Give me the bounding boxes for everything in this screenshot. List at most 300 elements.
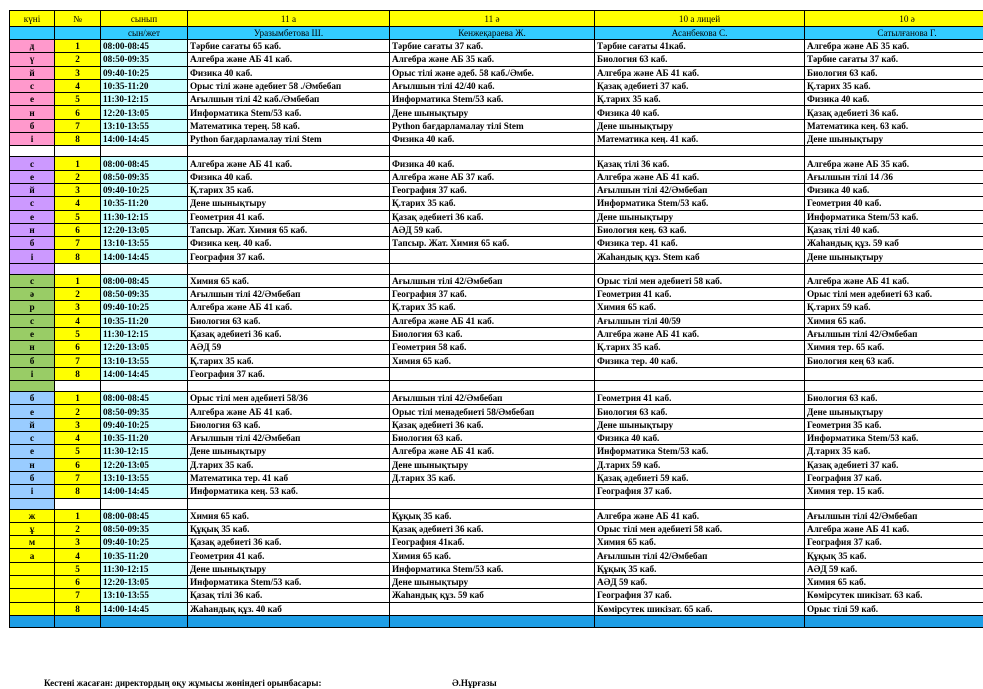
lesson-cell: Қазақ әдебиеті 36 каб. [805,106,983,119]
lesson-cell: Дене шынықтыру [188,445,390,458]
day-letter: й [10,66,55,79]
lesson-cell: Алгебра және АБ 41 каб. [595,509,805,522]
day-letter: ұ [10,522,55,535]
lesson-cell: Python бағдарламалау тілі Stem [188,133,390,146]
lesson-cell: Орыс тілі және әдебиет 58 ./Әмбебап [188,79,390,92]
day-letter: с [10,274,55,287]
day-letter: б [10,471,55,484]
lesson-cell: Көмірсутек шикізат. 65 каб. [595,602,805,615]
lesson-cell: Орыс тілі мен әдебиеті 58 каб. [595,274,805,287]
lesson-row [10,458,983,471]
day-letter: е [10,327,55,340]
lesson-row [10,133,983,146]
lesson-cell: Дене шынықтыру [805,133,983,146]
lesson-cell: Қазақ әдебиеті 36 каб. [390,210,595,223]
day-letter [10,602,55,615]
lesson-cell: Қ.тарих 35 каб. [595,341,805,354]
day-letter: н [10,223,55,236]
col-class-header: сынып [101,11,188,27]
lesson-cell: География 37 каб. [595,589,805,602]
lesson-cell: Дене шынықтыру [390,575,595,588]
col-11ae-header: 11 ә [390,11,595,27]
lesson-cell: Физика 40 каб. [805,93,983,106]
lesson-cell: АӘД 59 каб. [595,575,805,588]
lesson-row [10,509,983,522]
lesson-number: 5 [55,210,101,223]
lesson-cell: Ағылшын тілі 42/Әмбебап [390,274,595,287]
lesson-time: 11:30-12:15 [101,210,188,223]
lesson-number: 7 [55,237,101,250]
footer-bar [10,615,983,627]
lesson-row [10,471,983,484]
lesson-cell: Химия 65 каб. [595,301,805,314]
lesson-time: 09:40-10:25 [101,418,188,431]
day-letter: б [10,119,55,132]
lesson-number: 4 [55,314,101,327]
lesson-time: 13:10-13:55 [101,589,188,602]
lesson-cell: Биология 63 каб. [805,66,983,79]
lesson-cell: География 37 каб. [188,250,390,263]
lesson-row [10,575,983,588]
lesson-cell: Дене шынықтыру [390,106,595,119]
lesson-time: 14:00-14:45 [101,602,188,615]
signature-line [44,678,497,688]
lesson-row [10,392,983,405]
lesson-row [10,157,983,170]
col-10ae-header: 10 ә [805,11,983,27]
lesson-time: 08:50-09:35 [101,405,188,418]
lesson-cell: Информатика Stem/53 каб. [595,445,805,458]
day-letter: б [10,392,55,405]
lesson-cell: Дене шынықтыру [595,210,805,223]
lesson-number: 8 [55,602,101,615]
lesson-cell: Алгебра және АБ 35 каб. [805,40,983,53]
lesson-cell: Математика тер. 41 каб [188,471,390,484]
lesson-cell: Химия 65 каб. [805,314,983,327]
lesson-time: 08:00-08:45 [101,157,188,170]
lesson-cell: Химия тер. 15 каб. [805,485,983,498]
lesson-cell: Қ.тарих 35 каб. [188,354,390,367]
lesson-row [10,314,983,327]
lesson-row [10,197,983,210]
lesson-cell: Қазақ әдебиеті 37 каб. [595,79,805,92]
day-separator [10,498,983,509]
lesson-cell: Алгебра және АБ 41 каб. [595,66,805,79]
day-letter: і [10,485,55,498]
lesson-cell: Алгебра және АБ 41 каб. [390,314,595,327]
day-letter: е [10,445,55,458]
lesson-cell: Ағылшын тілі 14 /36 [805,170,983,183]
lesson-cell: Информатика Stem/53 каб. [390,93,595,106]
lesson-row [10,53,983,66]
lesson-cell: Қ.тарих 35 каб. [595,93,805,106]
lesson-number: 3 [55,183,101,196]
lesson-row [10,210,983,223]
lesson-time: 09:40-10:25 [101,301,188,314]
day-letter: і [10,367,55,380]
lesson-cell: Орыс тілі 59 каб. [805,602,983,615]
lesson-time: 13:10-13:55 [101,471,188,484]
lesson-number: 2 [55,522,101,535]
lesson-row [10,40,983,53]
lesson-cell: Математика кең. 63 каб. [805,119,983,132]
lesson-cell: Құқық 35 каб. [390,509,595,522]
day-letter: б [10,237,55,250]
lesson-row [10,93,983,106]
lesson-cell: Алгебра және АБ 41 каб. [805,522,983,535]
lesson-cell: Көмірсутек шикізат. 63 каб. [805,589,983,602]
lesson-row [10,367,983,380]
lesson-cell: Дене шынықтыру [595,418,805,431]
lesson-cell: Биология кең. 63 каб. [595,223,805,236]
lesson-cell: Ағылшын тілі 40/59 [595,314,805,327]
lesson-cell: Ағылшын тілі 42/Әмбебап [805,509,983,522]
lesson-row [10,589,983,602]
lesson-cell: Геометрия 40 каб. [805,197,983,210]
lesson-number: 7 [55,119,101,132]
lesson-time: 12:20-13:05 [101,106,188,119]
lesson-cell: Тәрбие сағаты 65 каб. [188,40,390,53]
lesson-cell: Информатика Stem/53 каб. [595,197,805,210]
lesson-number: 2 [55,405,101,418]
lesson-row [10,354,983,367]
lesson-row [10,301,983,314]
lesson-cell: Химия 65 каб. [188,274,390,287]
lesson-cell: Алгебра және АБ 41 каб. [805,274,983,287]
day-letter: с [10,157,55,170]
lesson-number: 6 [55,223,101,236]
lesson-cell: Жаһандық құз. Stem каб [595,250,805,263]
lesson-cell: Физика кең. 40 каб. [188,237,390,250]
lesson-number: 5 [55,93,101,106]
lesson-cell: Физика 40 каб. [390,133,595,146]
day-letter: н [10,106,55,119]
lesson-time: 14:00-14:45 [101,133,188,146]
lesson-cell: Қазақ әдебиеті 59 каб. [595,471,805,484]
lesson-number: 4 [55,549,101,562]
lesson-row [10,536,983,549]
lesson-row [10,562,983,575]
day-letter: ж [10,509,55,522]
lesson-cell: Құқық 35 каб. [595,562,805,575]
lesson-cell: Геометрия 41 каб. [595,288,805,301]
col-10a-header: 10 а лицей [595,11,805,27]
lesson-time: 10:35-11:20 [101,314,188,327]
lesson-cell: Қазақ әдебиеті 36 каб. [390,522,595,535]
lesson-time: 12:20-13:05 [101,341,188,354]
lesson-cell: Дене шынықтыру [188,197,390,210]
lesson-cell: Тәрбие сағаты 37 каб. [390,40,595,53]
lesson-cell [595,367,805,380]
lesson-time: 10:35-11:20 [101,549,188,562]
lesson-cell: Физика 40 каб. [805,183,983,196]
lesson-cell: Ағылшын тілі 42/Әмбебап [595,183,805,196]
lesson-cell: Алгебра және АБ 41 каб. [188,53,390,66]
lesson-cell: Тапсыр. Жат. Химия 65 каб. [390,237,595,250]
lesson-time: 11:30-12:15 [101,93,188,106]
lesson-cell: Химия тер. 65 каб. [805,341,983,354]
lesson-cell: Химия 65 каб. [390,354,595,367]
lesson-number: 6 [55,106,101,119]
lesson-cell: Д.тарих 35 каб. [188,458,390,471]
day-letter: й [10,418,55,431]
day-letter: с [10,197,55,210]
lesson-cell: Жаһандық құз. 59 каб [805,237,983,250]
lesson-row [10,418,983,431]
lesson-row [10,119,983,132]
lesson-cell: Биология 63 каб. [188,314,390,327]
day-letter [10,575,55,588]
lesson-cell: Информатика Stem/53 каб. [188,106,390,119]
lesson-time: 08:00-08:45 [101,509,188,522]
lesson-number: 3 [55,301,101,314]
lesson-cell: Химия 65 каб. [188,509,390,522]
lesson-cell: Информатика Stem/53 каб. [390,562,595,575]
lesson-number: 1 [55,157,101,170]
lesson-cell: Биология 63 каб. [188,418,390,431]
lesson-cell: Жаһандық құз. 59 каб [390,589,595,602]
day-letter: д [10,40,55,53]
lesson-cell: Физика 40 каб. [595,432,805,445]
lesson-cell: Геометрия 41 каб. [188,210,390,223]
lesson-cell: Физика тер. 41 каб. [595,237,805,250]
day-letter: с [10,432,55,445]
lesson-row [10,445,983,458]
lesson-cell: Физика 40 каб. [595,106,805,119]
lesson-number: 6 [55,341,101,354]
lesson-cell: Қазақ әдебиеті 36 каб. [188,536,390,549]
day-separator [10,146,983,157]
day-letter: м [10,536,55,549]
lesson-number: 6 [55,458,101,471]
lesson-row [10,288,983,301]
signer-name: Ә.Нұрғазы [452,678,497,688]
day-letter: с [10,314,55,327]
lesson-cell: Жаһандық құз. 40 каб [188,602,390,615]
lesson-cell: Ағылшын тілі 42/Әмбебап [390,392,595,405]
lesson-row [10,341,983,354]
lesson-cell: Қазақ әдебиеті 36 каб. [188,327,390,340]
day-letter: е [10,170,55,183]
lesson-number: 2 [55,288,101,301]
lesson-cell: Информатика кең. 53 каб. [188,485,390,498]
lesson-cell: Биология 63 каб. [390,432,595,445]
lesson-cell: Алгебра және АБ 41 каб. [188,301,390,314]
lesson-row [10,274,983,287]
day-letter [10,589,55,602]
header-row [10,11,983,27]
lesson-cell: АӘД 59 каб. [390,223,595,236]
lesson-row [10,432,983,445]
lesson-number: 5 [55,327,101,340]
lesson-time: 14:00-14:45 [101,250,188,263]
lesson-cell: Алгебра және АБ 41 каб. [188,157,390,170]
lesson-cell: Математика кең. 41 каб. [595,133,805,146]
lesson-cell: Информатика Stem/53 каб. [805,210,983,223]
lesson-number: 8 [55,250,101,263]
lesson-number: 4 [55,432,101,445]
lesson-cell: Python бағдарламалау тілі Stem [390,119,595,132]
lesson-time: 08:00-08:45 [101,40,188,53]
day-letter: р [10,301,55,314]
lesson-cell: Геометрия 35 каб. [805,418,983,431]
blank-cell [10,27,55,40]
lesson-number: 1 [55,274,101,287]
lesson-cell: Құқық 35 каб. [188,522,390,535]
day-letter: е [10,405,55,418]
blank-cell [55,27,101,40]
lesson-time: 09:40-10:25 [101,66,188,79]
col-num-header: № [55,11,101,27]
lesson-time: 14:00-14:45 [101,367,188,380]
lesson-number: 8 [55,367,101,380]
lesson-time: 08:00-08:45 [101,274,188,287]
lesson-cell: Химия 65 каб. [595,536,805,549]
lesson-time: 12:20-13:05 [101,223,188,236]
lesson-cell: География 37 каб. [805,471,983,484]
lesson-row [10,250,983,263]
lesson-cell: География 37 каб. [390,183,595,196]
lesson-number: 3 [55,66,101,79]
lesson-row [10,602,983,615]
day-separator [10,263,983,274]
lesson-cell [390,250,595,263]
lesson-cell: Дене шынықтыру [390,458,595,471]
lesson-number: 3 [55,536,101,549]
lesson-cell: Орыс тілі мен әдебиеті 63 каб. [805,288,983,301]
lesson-cell: Алгебра және АБ 35 каб. [805,157,983,170]
day-letter: е [10,210,55,223]
lesson-number: 3 [55,418,101,431]
lesson-cell: Қ.тарих 35 каб. [390,301,595,314]
lesson-time: 12:20-13:05 [101,458,188,471]
class-sub-header: сын/жет [101,27,188,40]
lesson-cell [390,485,595,498]
lesson-row [10,237,983,250]
lesson-row [10,327,983,340]
lesson-time: 13:10-13:55 [101,119,188,132]
lesson-time: 08:50-09:35 [101,53,188,66]
lesson-cell: Химия 65 каб. [805,575,983,588]
teacher-11a: Уразымбетова Ш. [188,27,390,40]
lesson-cell: Дене шынықтыру [805,250,983,263]
lesson-cell: Қазақ тілі 36 каб. [188,589,390,602]
day-letter: б [10,354,55,367]
lesson-row [10,549,983,562]
lesson-cell: Д.тарих 59 каб. [595,458,805,471]
lesson-row [10,170,983,183]
schedule-table [9,10,983,628]
lesson-cell: Қазақ әдебиеті 36 каб. [390,418,595,431]
lesson-cell: Қазақ тілі 40 каб. [805,223,983,236]
lesson-number: 2 [55,170,101,183]
day-letter: н [10,341,55,354]
lesson-cell: Орыс тілі мен әдебиеті 58/36 [188,392,390,405]
lesson-cell: Қ.тарих 35 каб. [390,197,595,210]
made-by-label: Кестені жасаған: директордың оқу жұмысы жөніндегі орынбасары: [44,678,322,688]
lesson-time: 09:40-10:25 [101,183,188,196]
lesson-number: 1 [55,509,101,522]
day-letter: і [10,250,55,263]
lesson-cell: Математика терең. 58 каб. [188,119,390,132]
lesson-cell: АӘД 59 [188,341,390,354]
lesson-time: 12:20-13:05 [101,575,188,588]
lesson-cell: Қ.тарих 35 каб. [805,79,983,92]
lesson-cell: Ағылшын тілі 42/Әмбебап [595,549,805,562]
lesson-cell: Алгебра және АБ 41 каб. [595,170,805,183]
lesson-time: 10:35-11:20 [101,432,188,445]
lesson-time: 08:50-09:35 [101,522,188,535]
lesson-cell: Қазақ әдебиеті 37 каб. [805,458,983,471]
lesson-cell: Дене шынықтыру [595,119,805,132]
lesson-cell: Физика 40 каб. [390,157,595,170]
lesson-cell: Ағылшын тілі 42/Әмбебап [188,432,390,445]
lesson-cell: Құқық 35 каб. [805,549,983,562]
lesson-cell: Д.тарих 35 каб. [390,471,595,484]
lesson-cell [390,602,595,615]
lesson-row [10,79,983,92]
lesson-cell: Дене шынықтыру [188,562,390,575]
lesson-cell: Химия 65 каб. [390,549,595,562]
lesson-number: 8 [55,485,101,498]
lesson-row [10,106,983,119]
lesson-cell: Орыс тілі және әдеб. 58 каб./Әмбе. [390,66,595,79]
lesson-time: 13:10-13:55 [101,237,188,250]
lesson-number: 1 [55,392,101,405]
lesson-time: 13:10-13:55 [101,354,188,367]
lesson-cell: Д.тарих 35 каб. [805,445,983,458]
lesson-cell: География 37 каб. [805,536,983,549]
lesson-cell: Биология 63 каб. [595,405,805,418]
lesson-row [10,405,983,418]
day-letter: й [10,183,55,196]
day-letter: а [10,549,55,562]
lesson-row [10,66,983,79]
lesson-time: 11:30-12:15 [101,327,188,340]
lesson-row [10,183,983,196]
lesson-row [10,223,983,236]
lesson-cell: Геометрия 41 каб. [188,549,390,562]
lesson-cell [805,367,983,380]
lesson-cell: Алгебра және АБ 41 каб. [188,405,390,418]
lesson-cell: Тәрбие сағаты 41каб. [595,40,805,53]
lesson-cell: Ағылшын тілі 42/Әмбебап [188,288,390,301]
lesson-cell: Алгебра және АБ 35 каб. [390,53,595,66]
lesson-cell: Қ.тарих 35 каб. [188,183,390,196]
lesson-number: 8 [55,133,101,146]
teacher-row [10,27,983,40]
lesson-time: 11:30-12:15 [101,562,188,575]
col-day-header: күні [10,11,55,27]
lesson-row [10,522,983,535]
lesson-number: 2 [55,53,101,66]
lesson-cell: Биология 63 каб. [805,392,983,405]
day-letter: с [10,79,55,92]
lesson-cell: АӘД 59 каб. [805,562,983,575]
schedule-body [10,40,983,616]
lesson-number: 6 [55,575,101,588]
lesson-number: 7 [55,471,101,484]
lesson-time: 10:35-11:20 [101,79,188,92]
lesson-row [10,485,983,498]
lesson-cell: Орыс тілі менәдебиеті 58/Әмбебап [390,405,595,418]
lesson-cell: Геометрия 41 каб. [595,392,805,405]
lesson-cell: Физика 40 каб. [188,170,390,183]
teacher-10a: Асанбекова С. [595,27,805,40]
lesson-cell [390,367,595,380]
lesson-number: 5 [55,562,101,575]
lesson-time: 08:00-08:45 [101,392,188,405]
